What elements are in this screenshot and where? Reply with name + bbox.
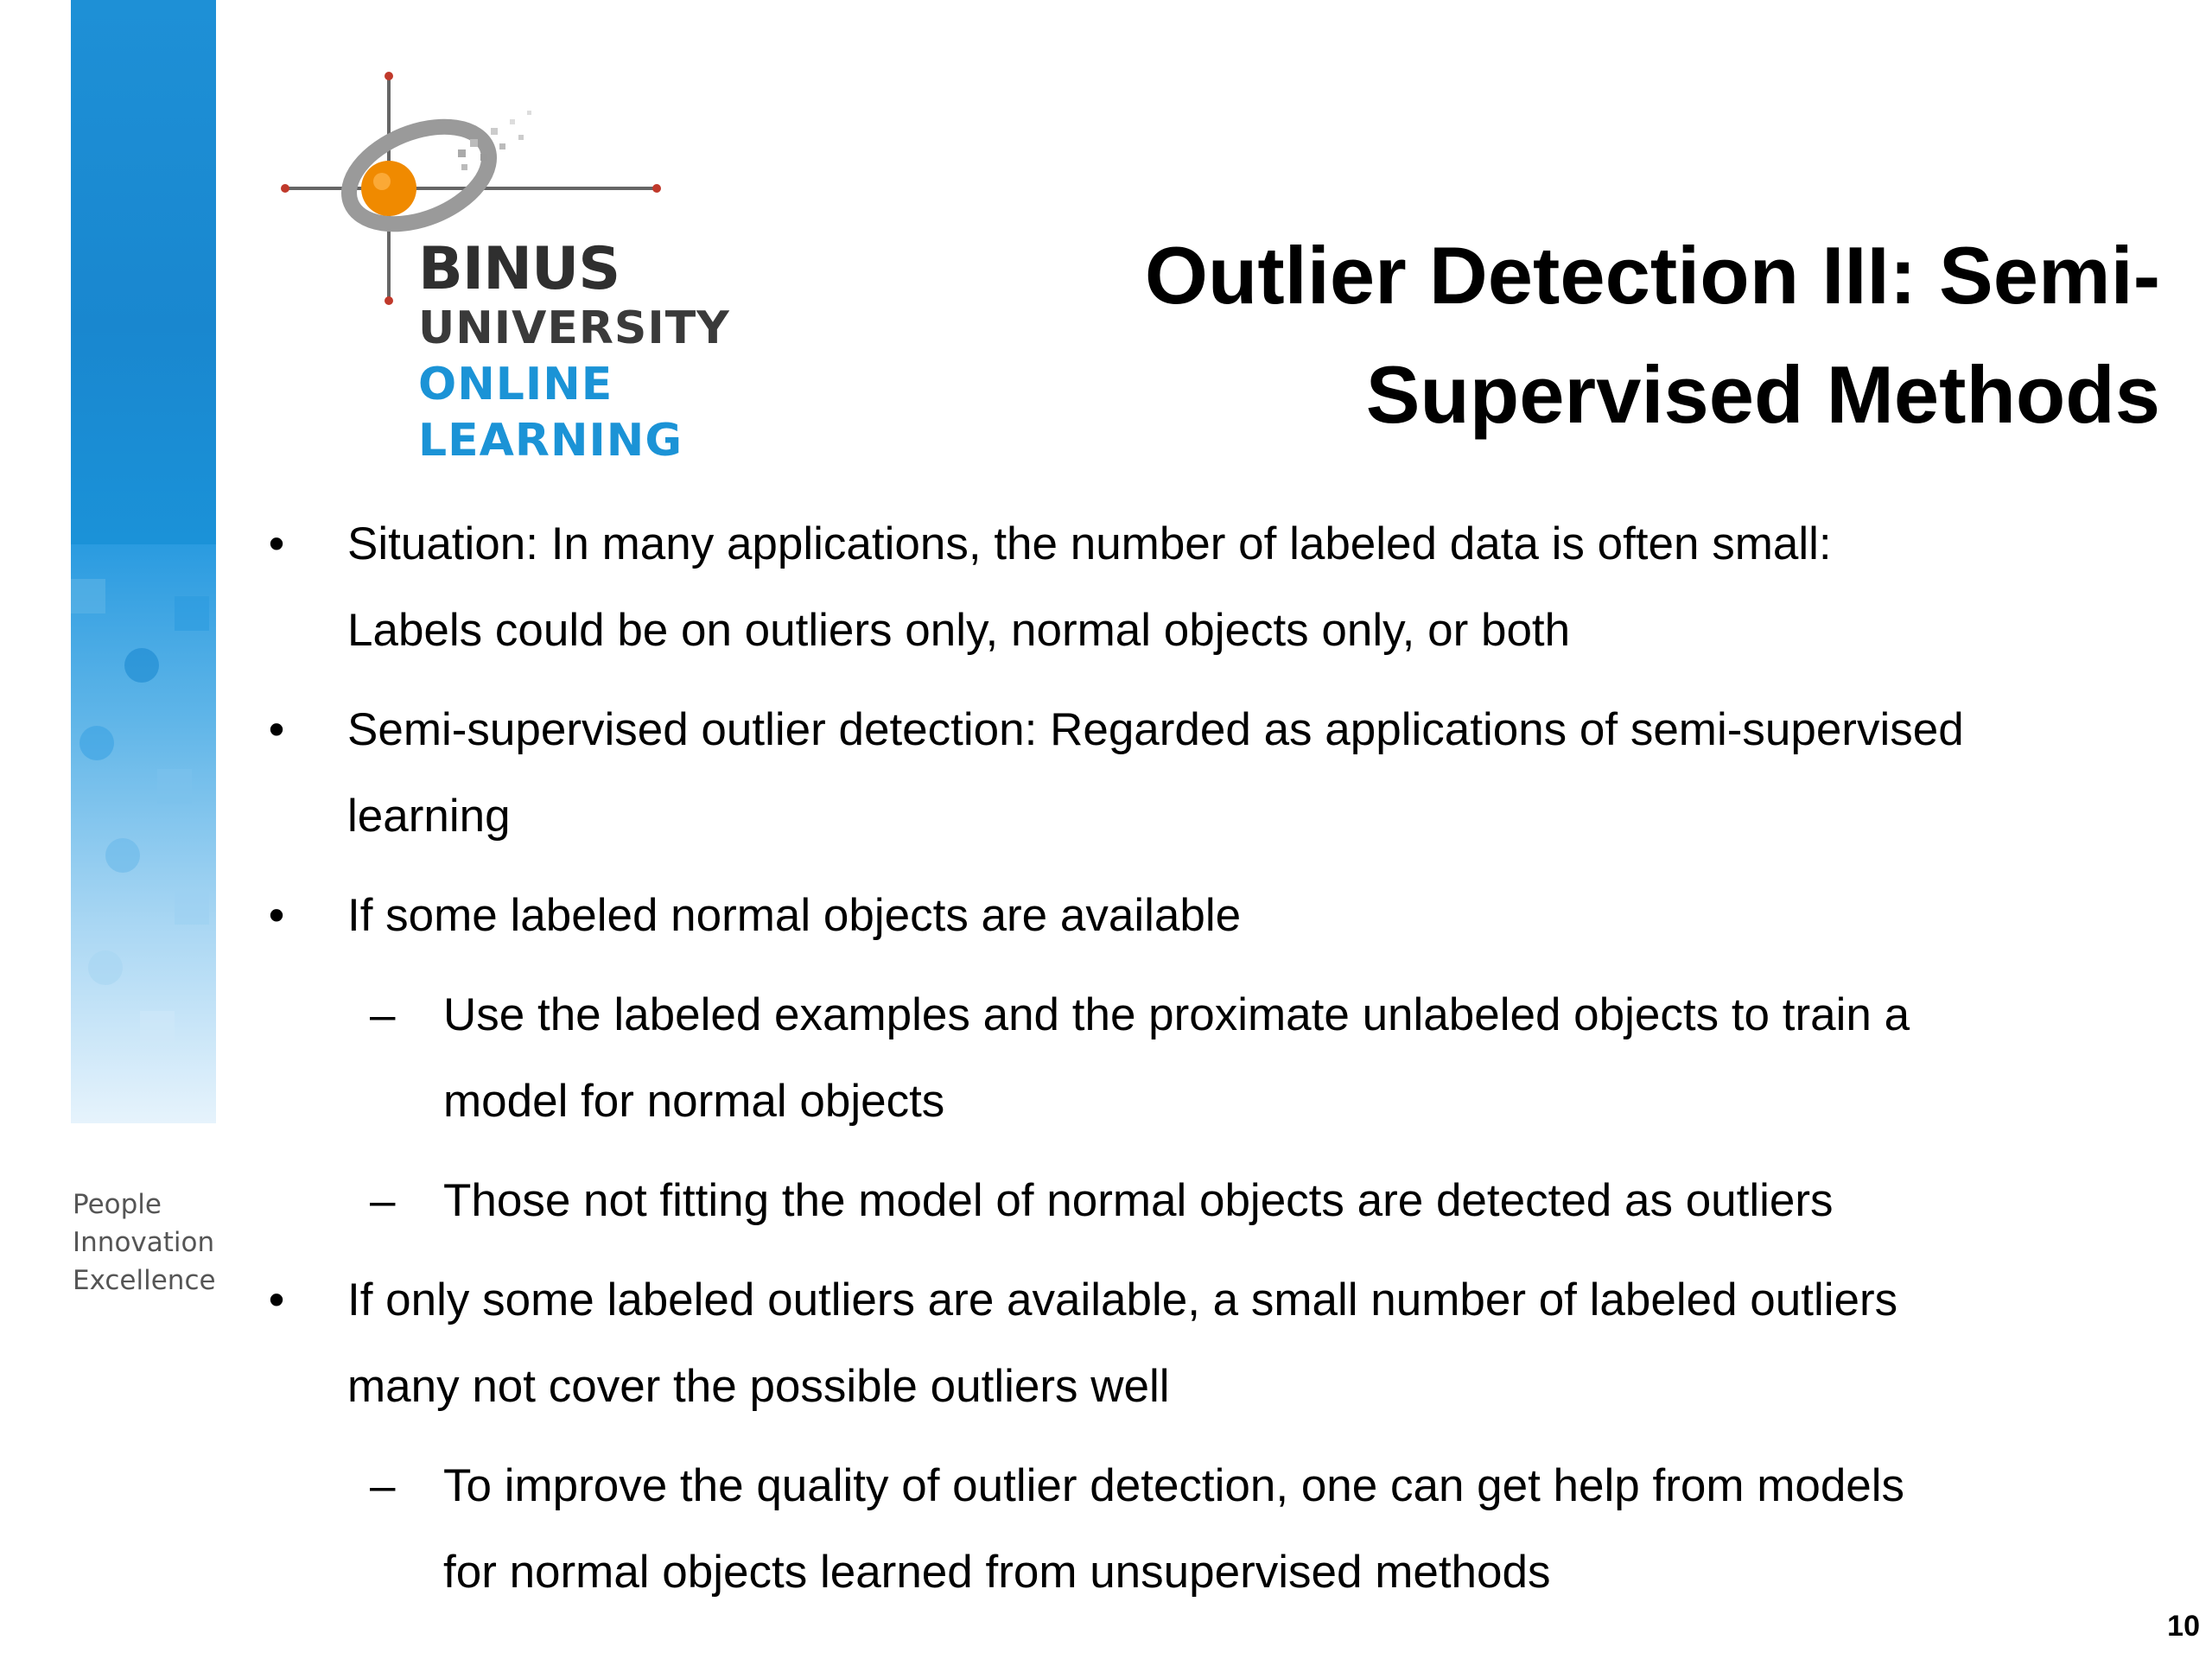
pattern-tile: [140, 1011, 175, 1046]
tagline: [73, 1185, 216, 1300]
slide-title: [968, 216, 2160, 454]
bullet-line: Labels could be on outliers only, normal objects only, or both: [347, 605, 1571, 656]
bullet-line: learning: [347, 791, 511, 842]
bullet-line: To improve the quality of outlier detection, one can get help from models: [443, 1460, 1905, 1511]
bullet-line: Use the labeled examples and the proximate unlabeled objects to train a: [443, 989, 1910, 1040]
bullet-item: [259, 501, 2169, 674]
bullet-marker: •: [268, 518, 285, 569]
sub-bullet-item: [259, 1443, 2169, 1616]
sub-bullet-marker: –: [370, 1460, 396, 1511]
bullet-line: many not cover the possible outliers well: [347, 1361, 1170, 1412]
bullet-item: [259, 1257, 2169, 1430]
bullet-line: If some labeled normal objects are available: [347, 890, 1242, 941]
tagline-excellence: Excellence: [73, 1265, 216, 1296]
bullet-marker: •: [268, 1274, 285, 1325]
sub-bullet-item: [259, 1158, 2169, 1244]
sub-bullet-marker: –: [370, 1175, 396, 1226]
bullet-line: Situation: In many applications, the number of labeled data is often small:: [347, 518, 1832, 569]
page-number: 10: [2167, 1610, 2200, 1643]
bullet-marker: •: [268, 704, 285, 755]
logo-online-text: ONLINE: [418, 359, 613, 410]
pattern-tile: [175, 890, 209, 925]
pattern-tile: [71, 579, 105, 613]
strip-pattern-part: [71, 544, 216, 1123]
title-line-1: Outlier Detection III: Semi-: [1144, 230, 2160, 321]
title-line-2: Supervised Methods: [1365, 349, 2160, 440]
bullet-line: Semi-supervised outlier detection: Regarded as applications of semi-supervised: [347, 704, 1964, 755]
bullet-item: [259, 687, 2169, 860]
strip-solid-part: [71, 0, 216, 544]
pattern-tile: [105, 838, 140, 873]
logo-university-text: UNIVERSITY: [418, 302, 730, 354]
pattern-tile: [79, 726, 114, 760]
logo-learning-text: LEARNING: [418, 415, 683, 467]
pattern-tile: [124, 648, 159, 683]
sub-bullet-item: [259, 972, 2169, 1145]
bullet-marker: •: [268, 890, 285, 941]
bullet-line: If only some labeled outliers are available, a small number of labeled outliers: [347, 1274, 1898, 1325]
pattern-tile: [88, 950, 123, 985]
logo-binus-text: BINUS: [418, 235, 620, 303]
tagline-people: People: [73, 1189, 162, 1220]
bullet-item: [259, 873, 2169, 959]
decorative-side-strip: [71, 0, 216, 1123]
bullet-line: for normal objects learned from unsupervised methods: [443, 1547, 1551, 1598]
binus-logo: [276, 67, 730, 499]
sub-bullet-marker: –: [370, 989, 396, 1040]
pattern-tile: [175, 596, 209, 631]
bullet-line: Those not fitting the model of normal objects are detected as outliers: [443, 1175, 1834, 1226]
bullet-line: model for normal objects: [443, 1076, 945, 1127]
tagline-innovation: Innovation: [73, 1227, 215, 1258]
pattern-tile: [157, 769, 192, 804]
bullet-list: [259, 501, 2169, 1616]
